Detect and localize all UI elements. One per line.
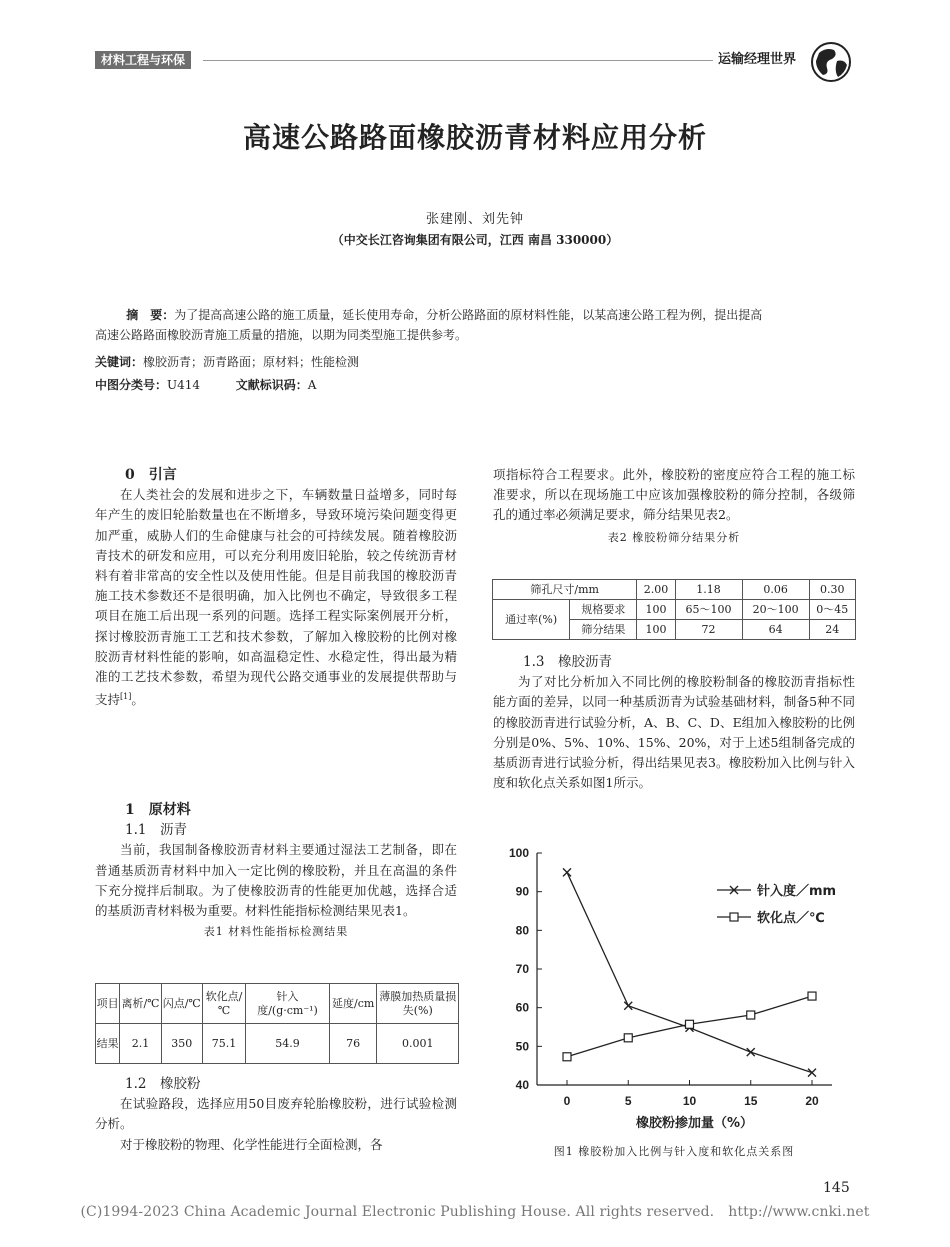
series-1-point <box>808 1069 816 1077</box>
x-tick-label: 5 <box>624 1094 632 1108</box>
t1-h5: 延度/cm <box>329 984 377 1024</box>
t2-v2: 65～100 <box>675 600 742 620</box>
intro-end: 。 <box>131 692 144 708</box>
t1-r0: 结果 <box>96 1024 120 1064</box>
left-column-sec12 <box>95 1074 457 1155</box>
t1-h0: 项目 <box>96 984 120 1024</box>
legend-label-2: 软化点／℃ <box>757 911 825 926</box>
table-2 <box>492 579 856 640</box>
abstract-text-2: 高速公路路面橡胶沥青施工质量的措施，以期为同类型施工提供参考。 <box>95 328 468 342</box>
t2-size-header: 筛孔尺寸/mm <box>493 580 637 600</box>
x-tick-label: 20 <box>805 1094 819 1108</box>
y-tick-label: 40 <box>515 1078 529 1092</box>
copyright-line: (C)1994-2023 China Academic Journal Electronic Publishing House. All rights reserved. http://www.cnki.net <box>80 1204 870 1220</box>
t1-r2: 350 <box>161 1024 202 1064</box>
globe-logo-icon <box>810 41 852 83</box>
t2-w1: 100 <box>637 620 675 640</box>
section-1-2-heading: 1.2 橡胶粉 <box>125 1076 201 1092</box>
y-tick-label: 80 <box>515 923 529 938</box>
y-tick-label: 50 <box>515 1039 529 1054</box>
t1-h2: 闪点/℃ <box>161 984 202 1024</box>
t2-v4: 0～45 <box>809 600 855 620</box>
t2-s1: 2.00 <box>637 580 675 600</box>
left-column <box>95 465 457 711</box>
classification <box>95 375 855 395</box>
table-2-caption: 表2 橡胶粉筛分结果分析 <box>607 530 741 544</box>
section-tag: 材料工程与环保 <box>95 51 191 69</box>
t1-h3: 软化点/℃ <box>202 984 245 1024</box>
t1-r3: 75.1 <box>202 1024 245 1064</box>
table-1 <box>95 983 459 1064</box>
left-column-sec1 <box>95 800 457 942</box>
header-rule <box>203 60 713 61</box>
affiliation: （中交长江咨询集团有限公司，江西 南昌 330000） <box>331 233 619 247</box>
t2-v1: 100 <box>637 600 675 620</box>
screening-paragraph: 项指标符合工程要求。此外，橡胶粉的密度应符合工程的施工标准要求，所以在现场施工中应该加强橡胶粉的筛分控制，各级筛孔的通过率必须满足要求，筛分结果见表2。 <box>493 467 855 523</box>
y-tick-label: 100 <box>508 846 529 860</box>
asphalt-paragraph: 当前，我国制备橡胶沥青材料主要通过湿法工艺制备，即在普通基质沥青材料中加入一定比例的橡胶粉，并且在高温的条件下充分搅拌后制取。为了使橡胶沥青的性能更加优越，选择合适的基质沥青材料极为重要。材料性能指标检测结果见表1。 <box>95 842 457 919</box>
legend-label-1: 针入度／mm <box>757 884 837 899</box>
x-axis-label: 橡胶粉掺加量（%） <box>635 1116 754 1131</box>
t2-spec-label: 规格要求 <box>570 600 637 620</box>
keywords-label: 关键词： <box>95 355 144 369</box>
series-1-point <box>563 868 571 876</box>
figure-1-caption: 图1 橡胶粉加入比例与针入度和软化点关系图 <box>553 1145 795 1158</box>
t1-r5: 76 <box>329 1024 377 1064</box>
paper-title: 高速公路路面橡胶沥青材料应用分析 <box>242 121 707 154</box>
authors: 张建刚、刘先钟 <box>425 212 524 227</box>
abstract-text-1: 为了提高高速公路的施工质量，延长使用寿命，分析公路路面的原材料性能，以某高速公路工程为例，提出提高 <box>174 308 763 322</box>
t1-h6: 薄膜加热质量损失(%) <box>377 984 459 1024</box>
series-2-point <box>747 1011 755 1019</box>
rubber-paragraph-b: 对于橡胶粉的物理、化学性能进行全面检测，各 <box>120 1136 383 1152</box>
t1-r4: 54.9 <box>246 1024 330 1064</box>
citation-ref: [1] <box>120 692 132 702</box>
abstract-label: 摘 要： <box>126 308 175 322</box>
x-tick-label: 0 <box>563 1094 571 1108</box>
y-tick-label: 70 <box>515 962 529 976</box>
figure-1-chart <box>495 838 855 1138</box>
section-1-heading: 1 原材料 <box>125 802 191 818</box>
clc-code: U414 <box>167 378 201 392</box>
keywords <box>95 352 855 372</box>
section-1-1-heading: 1.1 沥青 <box>125 822 187 839</box>
t1-r6: 0.001 <box>377 1024 459 1064</box>
legend-marker-2 <box>730 913 738 921</box>
y-tick-label: 90 <box>515 884 529 899</box>
t1-r1: 2.1 <box>120 1024 161 1064</box>
x-tick-label: 15 <box>744 1094 758 1108</box>
clc-label: 中图分类号： <box>95 378 168 392</box>
t1-h4: 针入度/(g·cm⁻¹) <box>246 984 330 1024</box>
t2-pass-label: 通过率(%) <box>493 600 570 640</box>
series-1-point <box>624 1002 632 1010</box>
series-1-point <box>747 1048 755 1056</box>
series-2-point <box>624 1034 632 1042</box>
t2-v3: 20～100 <box>742 600 809 620</box>
page-number: 145 <box>823 1180 850 1196</box>
t1-h1: 离析/℃ <box>120 984 161 1024</box>
doc-code: A <box>307 378 317 392</box>
section-0-heading: 0 引言 <box>125 467 177 483</box>
keywords-text: 橡胶沥青；沥青路面；原材料；性能检测 <box>143 355 360 369</box>
t2-w2: 72 <box>675 620 742 640</box>
table-1-caption: 表1 材料性能指标检测结果 <box>203 925 349 939</box>
t2-s3: 0.06 <box>742 580 809 600</box>
rubber-asphalt-paragraph: 为了对比分析加入不同比例的橡胶粉制备的橡胶沥青指标性能方面的差异，以同一种基质沥青为试验基础材料，制备5种不同的橡胶沥青进行试验分析，A、B、C、D、E组加入橡胶粉的比例分别是0%、5%、10%、15%、20%，对于上述5组制备完成的基质沥青进行试验分析，得出结果见表3。橡胶粉加入比例与针入度和软化点关系如图1所示。 <box>493 674 855 791</box>
t2-s4: 0.30 <box>809 580 855 600</box>
t2-result-label: 筛分结果 <box>570 620 637 640</box>
right-column <box>493 465 855 548</box>
y-tick-label: 60 <box>515 1000 529 1015</box>
series-2-point <box>808 992 816 1000</box>
series-2-point <box>563 1053 571 1061</box>
t2-w4: 24 <box>809 620 855 640</box>
right-column-sec13 <box>493 652 855 793</box>
journal-name: 运输经理世界 <box>718 52 797 67</box>
section-1-3-heading: 1.3 橡胶沥青 <box>523 654 612 670</box>
intro-paragraph <box>95 485 457 710</box>
intro-text: 在人类社会的发展和进步之下，车辆数量日益增多，同时每年产生的废旧轮胎数量也在不断增多，导致环境污染问题变得更加严重，威胁人们的生命健康与社会的可持续发展。随着橡胶沥青技术的研发和应用，可以充分利用废旧轮胎，较之传统沥青材料有着非常高的安全性以及使用性能。但是目前我国的橡胶沥青施工技术参数还不是很明确，加入比例也不确定，导致很多工程项目在施工后出现一系列的问题。选择工程实际案例展开分析，探讨橡胶沥青施工工艺和技术参数，了解加入橡胶粉的比例对橡胶沥青材料性能的影响，如高温稳定性、水稳定性，得出最为精准的工艺技术参数，希望为现代公路交通事业的发展提供帮助与支持 <box>95 487 457 708</box>
series-line-1 <box>567 872 812 1072</box>
abstract <box>95 305 855 345</box>
series-2-point <box>686 1020 694 1028</box>
t2-w3: 64 <box>742 620 809 640</box>
rubber-paragraph-a: 在试验路段，选择应用50目废弃轮胎橡胶粉，进行试验检测分析。 <box>95 1096 457 1132</box>
doc-code-label: 文献标识码： <box>235 378 308 392</box>
t2-s2: 1.18 <box>675 580 742 600</box>
x-tick-label: 10 <box>682 1094 697 1108</box>
